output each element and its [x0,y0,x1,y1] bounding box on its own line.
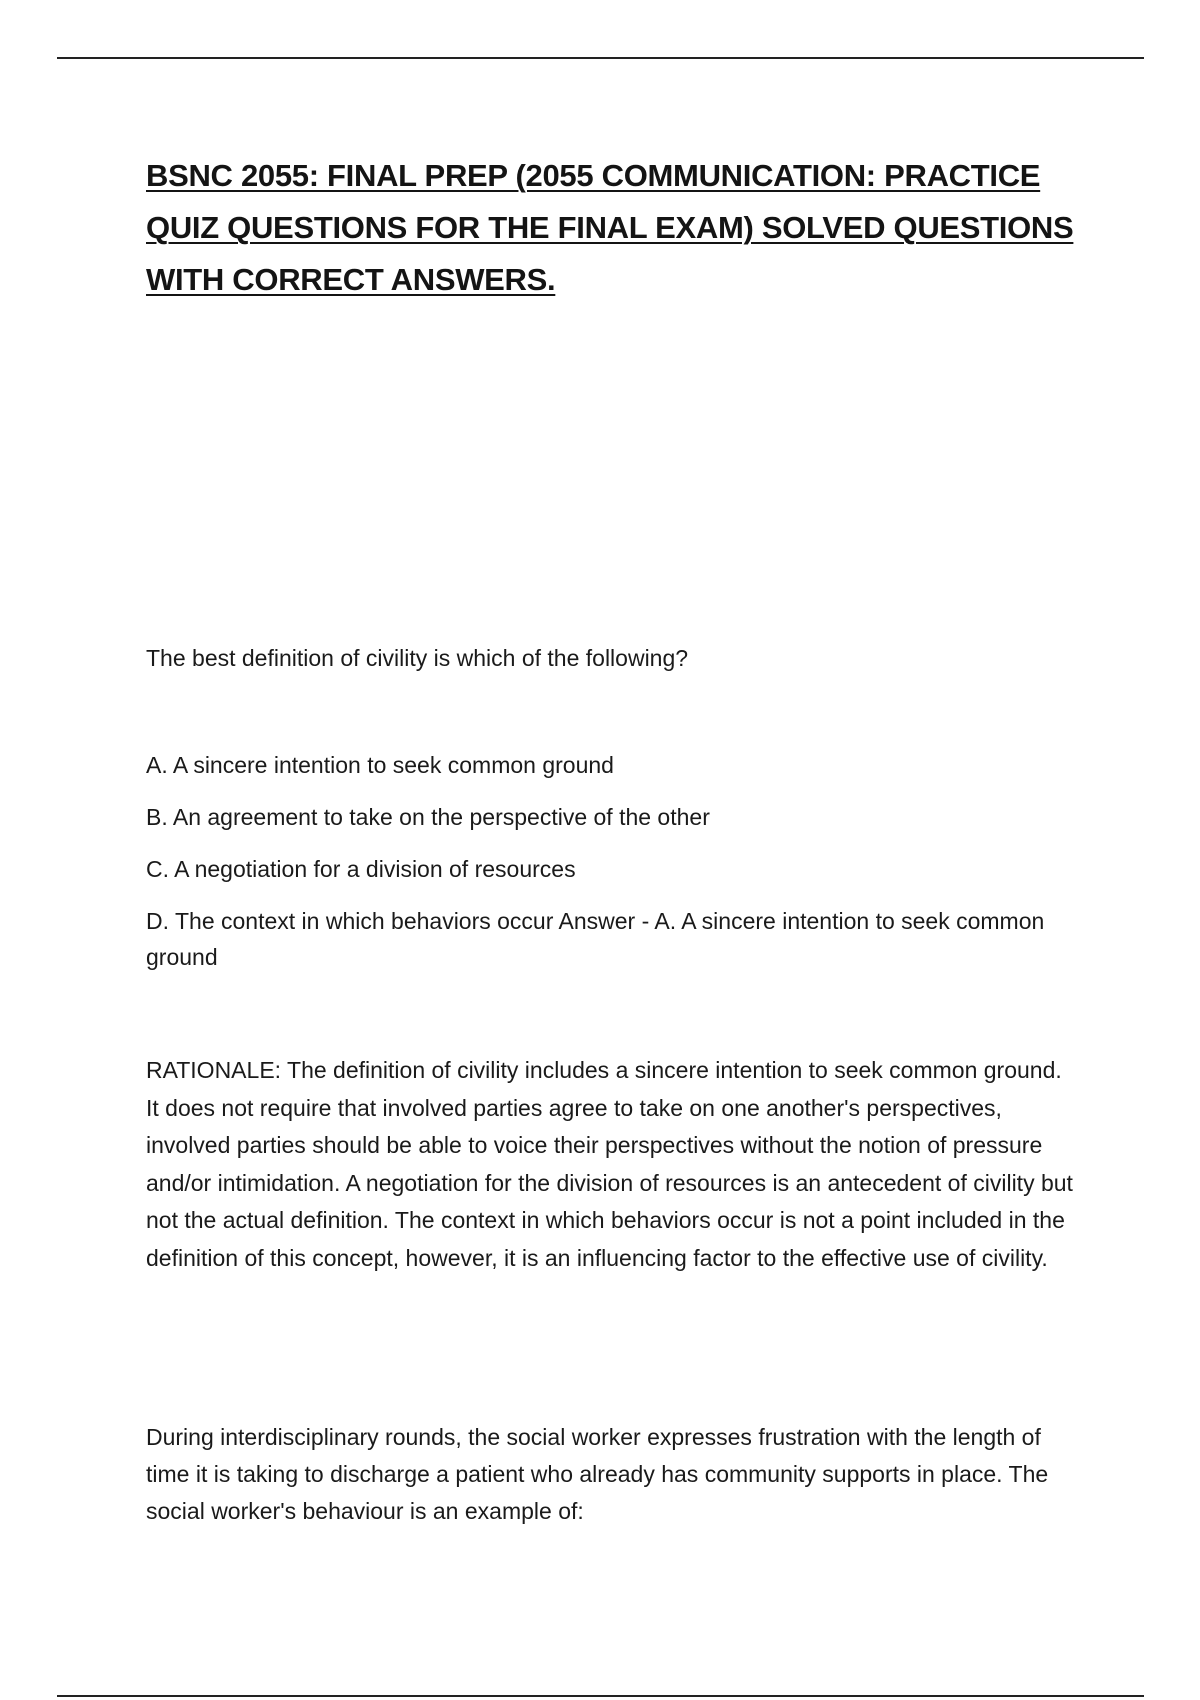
bottom-rule [57,1695,1144,1697]
option-c: C. A negotiation for a division of resources [146,856,576,882]
question-2-prompt: During interdisciplinary rounds, the social worker expresses frustration with the length of time it is taking to discharge a patient who already has community supports in place. The social worker's behaviour is an example of: [146,1424,1049,1524]
option-d-with-answer: D. The context in which behaviors occur Answer - A. A sincere intention to seek common ground [146,908,1045,970]
option-a: A. A sincere intention to seek common ground [146,752,614,778]
question-1-prompt: The best definition of civility is which of the following? [146,645,689,671]
page-content [146,150,1076,1524]
document-title: BSNC 2055: FINAL PREP (2055 COMMUNICATION: PRACTICE QUIZ QUESTIONS FOR THE FINAL EXAM) SOLVED QUESTIONS WITH CORRECT ANSWERS. [146,158,1074,297]
option-b: B. An agreement to take on the perspective of the other [146,804,710,830]
top-rule [57,57,1144,59]
question-1-options [146,747,1076,990]
question-1-rationale: RATIONALE: The definition of civility includes a sincere intention to seek common ground. It does not require that involved parties agree to take on one another's perspectives, involved parties should be able to voice their perspectives without the notion of pressure and/or intimidation. A negotiation for the division of resources is an antecedent of civility but not the actual definition. The context in which behaviors occur is not a point included in the definition of this concept, however, it is an influencing factor to the effective use of civility. [146,1057,1073,1271]
